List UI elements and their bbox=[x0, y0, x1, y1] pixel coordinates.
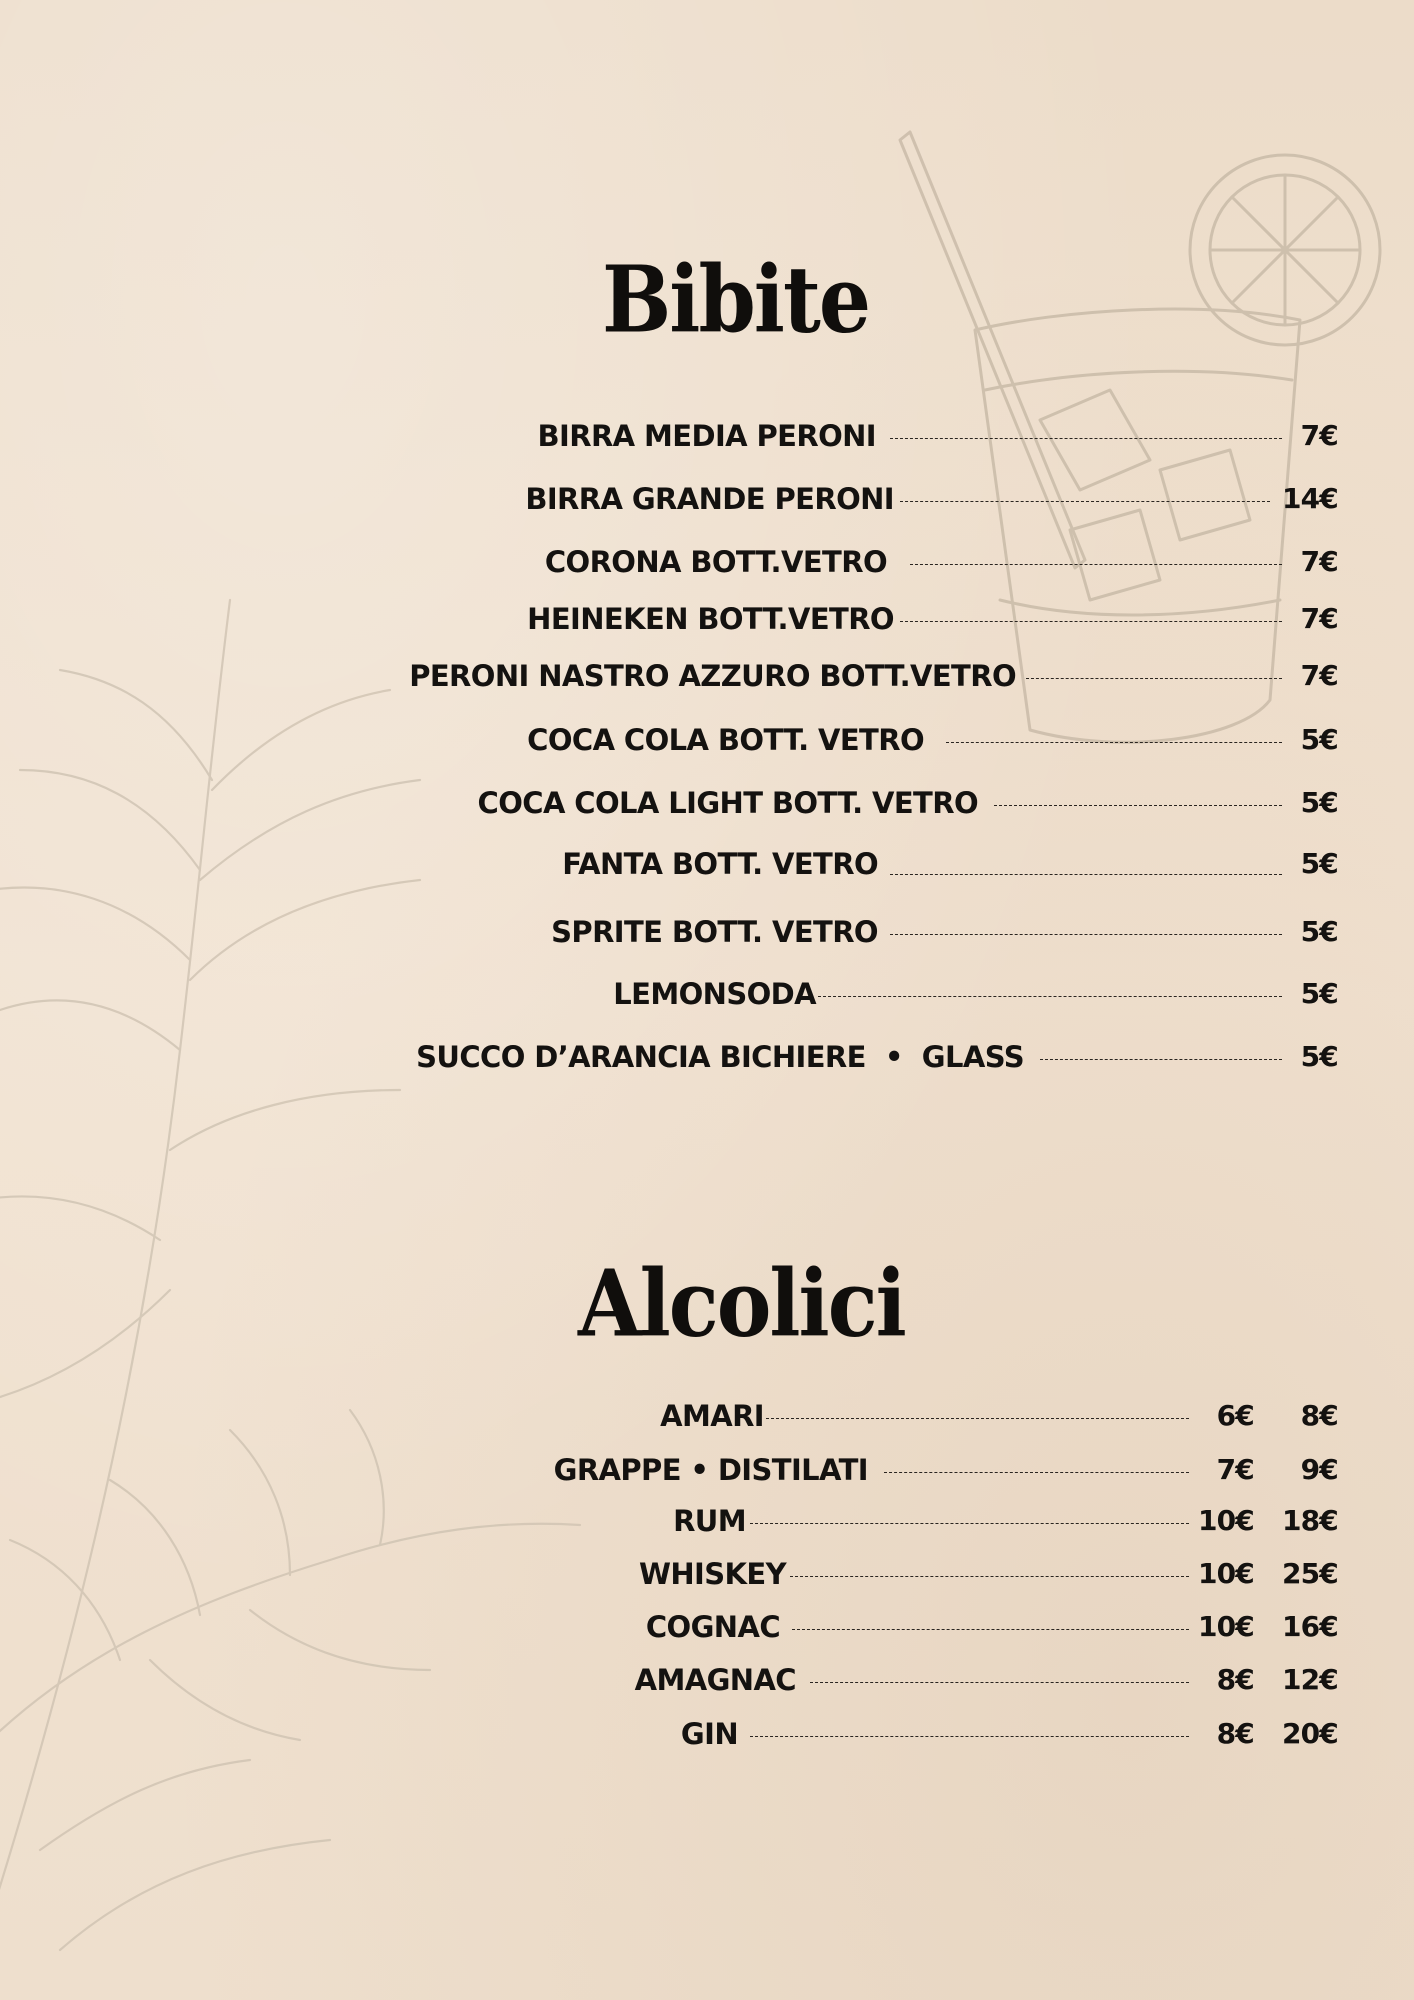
menu-item bbox=[0, 1037, 1414, 1077]
item-name: AMARI bbox=[660, 1399, 764, 1433]
item-price-small: 10€ bbox=[1197, 1504, 1254, 1537]
menu-item bbox=[0, 656, 1414, 696]
item-price-large: 18€ bbox=[1281, 1504, 1338, 1537]
item-price-large: 16€ bbox=[1281, 1610, 1338, 1643]
dotted-leader bbox=[750, 1523, 1189, 1524]
dotted-leader bbox=[890, 874, 1282, 875]
menu-item bbox=[0, 416, 1414, 456]
dotted-leader bbox=[900, 501, 1270, 502]
dotted-leader bbox=[750, 1736, 1189, 1737]
dotted-leader bbox=[900, 621, 1282, 622]
dotted-leader bbox=[890, 438, 1282, 439]
menu-item bbox=[0, 542, 1414, 582]
item-name: AMAGNAC bbox=[634, 1663, 796, 1697]
section-title-bibite: Bibite bbox=[602, 246, 869, 354]
item-price: 7€ bbox=[1300, 602, 1338, 635]
item-price: 7€ bbox=[1300, 545, 1338, 578]
dotted-leader bbox=[910, 564, 1282, 565]
item-price: 5€ bbox=[1300, 786, 1338, 819]
item-price-small: 7€ bbox=[1216, 1453, 1254, 1486]
item-price-small: 10€ bbox=[1197, 1610, 1254, 1643]
item-name: LEMONSODA bbox=[613, 977, 816, 1011]
dotted-leader bbox=[1026, 678, 1282, 679]
menu-item bbox=[0, 1501, 1414, 1541]
item-name: FANTA BOTT. VETRO bbox=[562, 847, 878, 881]
dotted-leader bbox=[818, 996, 1282, 997]
item-name: CORONA BOTT.VETRO bbox=[544, 545, 887, 579]
item-name: SPRITE BOTT. VETRO bbox=[551, 915, 878, 949]
item-price-small: 6€ bbox=[1216, 1399, 1254, 1432]
dotted-leader bbox=[1040, 1059, 1282, 1060]
dotted-leader bbox=[790, 1576, 1189, 1577]
item-name: HEINEKEN BOTT.VETRO bbox=[527, 602, 894, 636]
dotted-leader bbox=[766, 1418, 1189, 1419]
menu-item bbox=[0, 844, 1414, 884]
dotted-leader bbox=[946, 742, 1282, 743]
item-name: WHISKEY bbox=[638, 1557, 786, 1591]
item-price: 7€ bbox=[1300, 419, 1338, 452]
item-price-large: 20€ bbox=[1281, 1717, 1338, 1750]
item-price: 5€ bbox=[1300, 723, 1338, 756]
menu-item bbox=[0, 974, 1414, 1014]
item-name: GIN bbox=[680, 1717, 738, 1751]
menu-item bbox=[0, 1660, 1414, 1700]
item-price-small: 8€ bbox=[1216, 1717, 1254, 1750]
item-name: COGNAC bbox=[645, 1610, 780, 1644]
item-name: COCA COLA LIGHT BOTT. VETRO bbox=[477, 786, 978, 820]
menu-item bbox=[0, 1554, 1414, 1594]
item-name: PERONI NASTRO AZZURO BOTT.VETRO bbox=[409, 659, 1016, 693]
item-price: 14€ bbox=[1281, 482, 1338, 515]
item-price: 5€ bbox=[1300, 1040, 1338, 1073]
item-name: BIRRA GRANDE PERONI bbox=[525, 482, 894, 516]
menu-item bbox=[0, 479, 1414, 519]
menu-item bbox=[0, 1714, 1414, 1754]
menu-item bbox=[0, 720, 1414, 760]
menu-item bbox=[0, 1396, 1414, 1436]
item-price: 7€ bbox=[1300, 659, 1338, 692]
item-price: 5€ bbox=[1300, 977, 1338, 1010]
dotted-leader bbox=[884, 1472, 1189, 1473]
dotted-leader bbox=[792, 1629, 1189, 1630]
item-price-large: 12€ bbox=[1281, 1663, 1338, 1696]
section-title-alcolici: Alcolici bbox=[578, 1250, 905, 1358]
item-price-small: 8€ bbox=[1216, 1663, 1254, 1696]
menu-item bbox=[0, 1450, 1414, 1490]
item-price: 5€ bbox=[1300, 915, 1338, 948]
dotted-leader bbox=[810, 1682, 1189, 1683]
item-price-large: 8€ bbox=[1300, 1399, 1338, 1432]
item-name: SUCCO D’ARANCIA BICHIERE • GLASS bbox=[416, 1040, 1024, 1074]
item-price-large: 25€ bbox=[1281, 1557, 1338, 1590]
item-price: 5€ bbox=[1300, 847, 1338, 880]
menu-item bbox=[0, 783, 1414, 823]
item-price-large: 9€ bbox=[1300, 1453, 1338, 1486]
item-name: GRAPPE • DISTILATI bbox=[553, 1453, 868, 1487]
menu-item bbox=[0, 912, 1414, 952]
item-price-small: 10€ bbox=[1197, 1557, 1254, 1590]
item-name: COCA COLA BOTT. VETRO bbox=[527, 723, 924, 757]
menu-item bbox=[0, 1607, 1414, 1647]
menu-item bbox=[0, 599, 1414, 639]
item-name: RUM bbox=[673, 1504, 746, 1538]
item-name: BIRRA MEDIA PERONI bbox=[537, 419, 876, 453]
dotted-leader bbox=[994, 805, 1282, 806]
dotted-leader bbox=[890, 934, 1282, 935]
